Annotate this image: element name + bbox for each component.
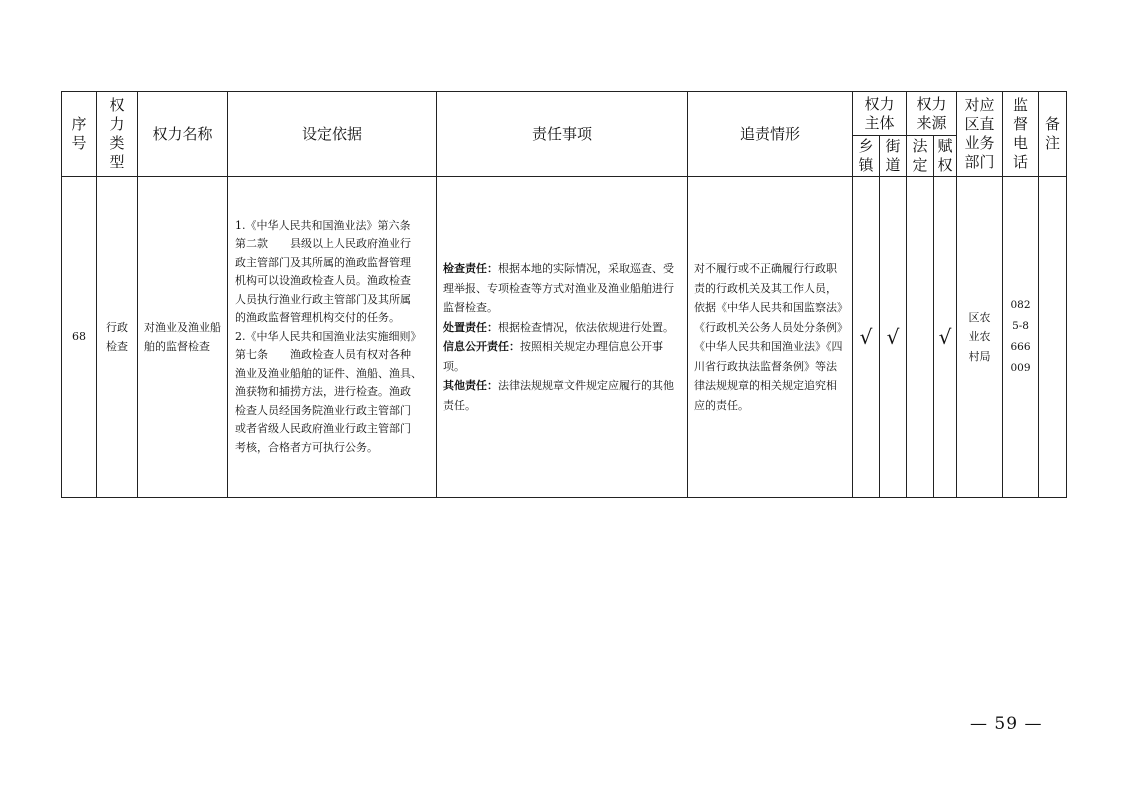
row-phone: 082 5-8 666 009: [1003, 177, 1039, 498]
header-subject: 权力 主体: [853, 92, 907, 136]
basis-line: 检查人员经国务院渔业行政主管部门: [235, 403, 411, 417]
check-town: √: [853, 177, 880, 498]
basis-line: 考核，合格者方可执行公务。: [235, 440, 378, 454]
power-list-table: [61, 91, 1067, 498]
page-number: — 59 —: [970, 714, 1043, 734]
basis-line: 渔业及渔业船舶的证件、渔船、渔具、: [235, 366, 422, 380]
header-seq: 序 号: [62, 92, 97, 177]
header-accountability: 追责情形: [688, 92, 853, 177]
header-remark: 备 注: [1039, 92, 1067, 177]
basis-line: 的渔政监督管理机构交付的任务。: [235, 311, 400, 325]
check-legal: [907, 177, 934, 498]
row-remark: [1039, 177, 1067, 498]
basis-line: 机构可以设渔政检查人员。渔政检查: [235, 274, 411, 288]
row-responsibility: [437, 177, 688, 498]
header-source-legal: 法 定: [907, 136, 934, 177]
header-basis: 设定依据: [228, 92, 437, 177]
resp-item-disposal: 处置责任：根据检查情况，依法依规进行处置。: [443, 320, 674, 334]
header-source-granted: 赋 权: [934, 136, 957, 177]
table-row: [62, 177, 1067, 498]
row-power-type: 行政检查: [97, 177, 138, 498]
resp-item-disclosure: 信息公开责任：按照相关规定办理信息公开事项。: [443, 340, 663, 373]
header-responsibility: 责任事项: [437, 92, 688, 177]
row-seq: 68: [62, 177, 97, 498]
header-dept: 对应 区直 业务 部门: [957, 92, 1003, 177]
basis-line: 人员执行渔业行政主管部门及其所属: [235, 292, 411, 306]
check-street: √: [880, 177, 907, 498]
row-accountability: 对不履行或不正确履行行政职责的行政机关及其工作人员，依据《中华人民共和国监察法》《行政机关公务人员处分条例》《中华人民共和国渔业法》《四川省行政执法监督条例》等法律法规规章的相关规定追究相应的责任。: [688, 177, 853, 498]
header-subject-street: 街 道: [880, 136, 907, 177]
basis-line: 2.《中华人民共和国渔业法实施细则》: [235, 329, 422, 343]
basis-line: 或者省级人民政府渔业行政主管部门: [235, 422, 411, 436]
header-subject-town: 乡 镇: [853, 136, 880, 177]
header-power-type: 权 力 类 型: [97, 92, 138, 177]
row-power-name: 对渔业及渔业船舶的监督检查: [138, 177, 228, 498]
basis-line: 1.《中华人民共和国渔业法》第六条: [235, 218, 411, 232]
header-power-name: 权力名称: [138, 92, 228, 177]
basis-line: 第二款 县级以上人民政府渔业行: [235, 237, 411, 251]
header-source: 权力 来源: [907, 92, 957, 136]
resp-item-inspection: 检查责任：根据本地的实际情况，采取巡查、受理举报、专项检查等方式对渔业及渔业船舶进行监督检查。: [443, 262, 674, 314]
header-phone: 监 督 电 话: [1003, 92, 1039, 177]
resp-item-other: 其他责任：法律法规规章文件规定应履行的其他责任。: [443, 379, 674, 412]
basis-line: 政主管部门及其所属的渔政监督管理: [235, 255, 411, 269]
basis-line: 第七条 渔政检查人员有权对各种: [235, 348, 411, 362]
row-basis: [228, 177, 437, 498]
row-dept: 区农 业农 村局: [957, 177, 1003, 498]
basis-line: 渔获物和捕捞方法，进行检查。渔政: [235, 385, 411, 399]
check-granted: √: [934, 177, 957, 498]
